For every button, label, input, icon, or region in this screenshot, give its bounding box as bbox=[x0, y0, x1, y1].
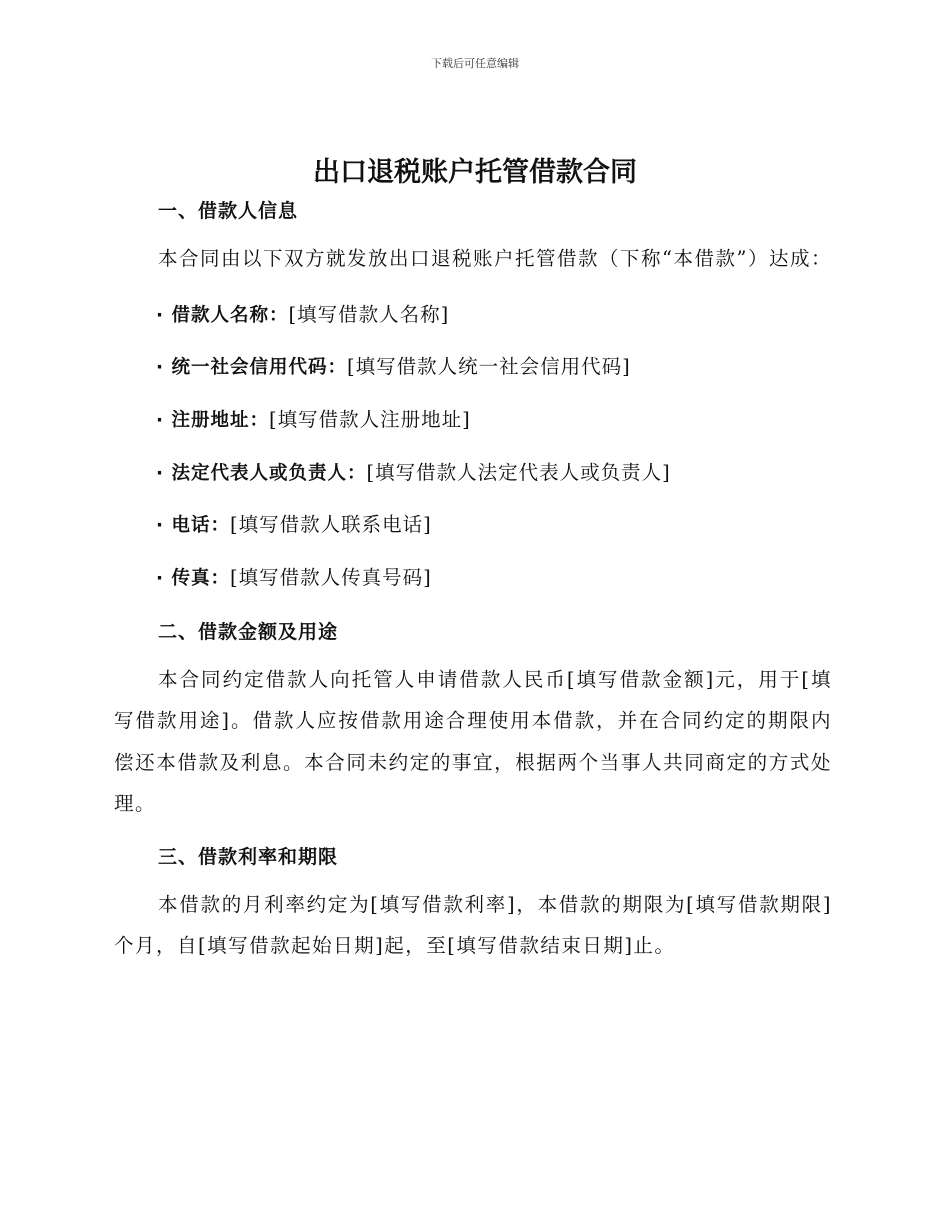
section-body-paragraph: 本借款的月利率约定为[填写借款利率]，本借款的期限为[填写借款期限]个月，自[填写借款起始日期]起，至[填写借款结束日期]止。 bbox=[114, 892, 832, 958]
section-body-paragraph: 本合同约定借款人向托管人申请借款人民币[填写借款金额]元，用于[填写借款用途]。借款人应按借款用途合理使用本借款，并在合同约定的期限内偿还本借款及利息。本合同未约定的事宜，根据两个当事人共同商定的方式处理。 bbox=[114, 667, 832, 816]
field-label-legal-representative: · 法定代表人或负责人： bbox=[156, 462, 367, 484]
section-heading-interest-term: 三、借款利率和期限 bbox=[158, 845, 339, 868]
field-label-phone: · 电话： bbox=[156, 515, 230, 537]
list-item bbox=[114, 552, 832, 605]
document-body bbox=[114, 193, 832, 967]
field-value-registered-address: [填写借款人注册地址] bbox=[268, 407, 471, 431]
section-intro-paragraph: 本合同由以下双方就发放出口退税账户托管借款（下称“本借款”）达成： bbox=[158, 247, 832, 270]
list-item bbox=[114, 394, 832, 447]
section-heading-loan-amount: 二、借款金额及用途 bbox=[158, 620, 339, 643]
list-item bbox=[114, 289, 832, 342]
list-item bbox=[114, 447, 832, 500]
list-item bbox=[114, 341, 832, 394]
field-value-fax: [填写借款人传真号码] bbox=[229, 566, 432, 590]
field-label-borrower-name: · 借款人名称： bbox=[156, 304, 289, 326]
page-header-note: 下载后可任意编辑 bbox=[431, 57, 519, 70]
field-value-borrower-name: [填写借款人名称] bbox=[288, 302, 450, 326]
section-heading-borrower-info: 一、借款人信息 bbox=[158, 200, 299, 222]
borrower-info-list bbox=[114, 289, 832, 605]
field-label-registered-address: · 注册地址： bbox=[156, 409, 269, 431]
field-value-phone: [填写借款人联系电话] bbox=[229, 513, 432, 537]
field-label-fax: · 传真： bbox=[156, 568, 230, 590]
field-value-credit-code: [填写借款人统一社会信用代码] bbox=[346, 355, 631, 379]
field-value-legal-representative: [填写借款人法定代表人或负责人] bbox=[366, 460, 671, 484]
document-title: 出口退税账户托管借款合同 bbox=[313, 157, 637, 188]
list-item bbox=[114, 499, 832, 552]
field-label-credit-code: · 统一社会信用代码： bbox=[156, 357, 347, 379]
